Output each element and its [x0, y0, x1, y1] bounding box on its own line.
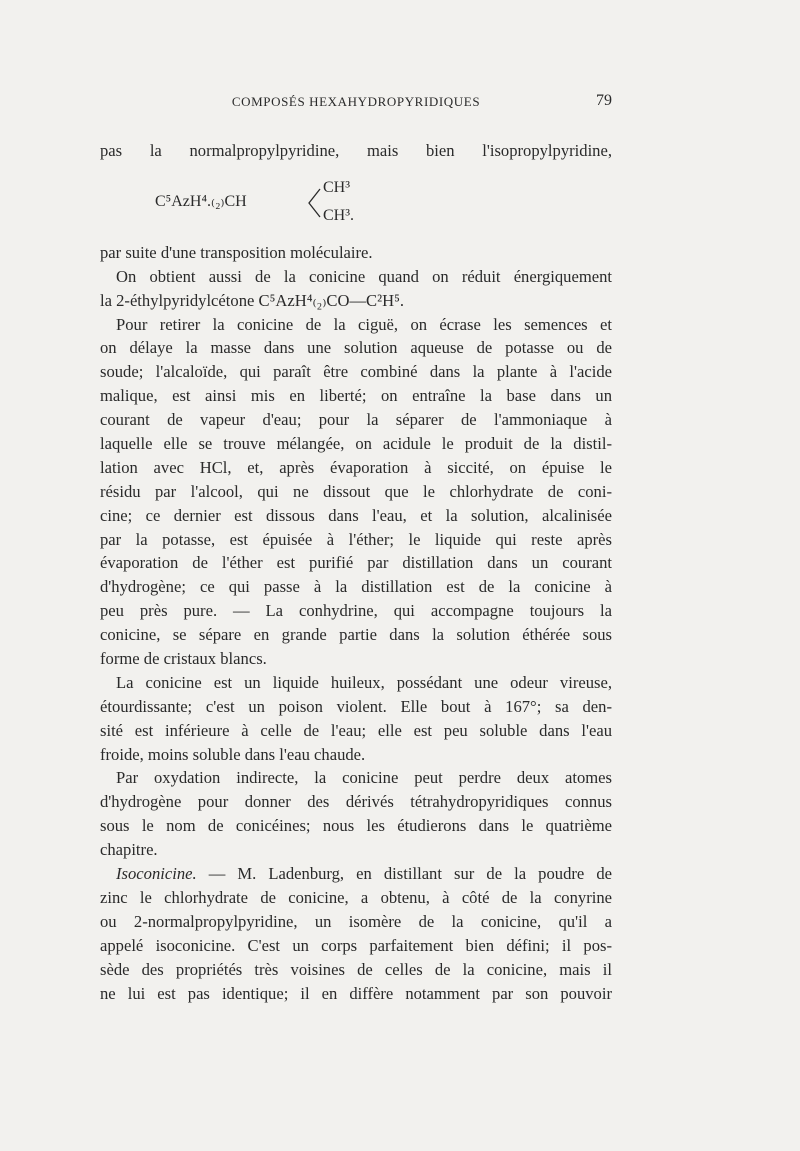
text-line: on délaye la masse dans une solution aqueuse de potasse ou de [100, 338, 612, 358]
text-line: peu près pure. — La conhydrine, qui accompagne toujours la [100, 601, 612, 621]
formula-top: CH³ [323, 178, 351, 196]
text-line: conicine, se sépare en grande partie dans la solution éthérée sous [100, 625, 612, 645]
text-line: sède des propriétés très voisines de celles de la conicine, mais il [100, 959, 612, 979]
text-line: lation avec HCl, et, après évaporation à siccité, on épuise le [100, 457, 612, 477]
text-line: d'hydrogène; ce qui passe à la distillation est de la conicine à [100, 577, 612, 597]
chemical-formula [100, 169, 612, 239]
text-line: d'hydrogène pour donner des dérivés tétrahydropyridiques connus [100, 792, 612, 812]
text-line: par la potasse, est épuisée à l'éther; le liquide qui reste après [100, 529, 612, 549]
page-number: 79 [596, 92, 612, 109]
text-line: chapitre. [100, 840, 158, 860]
text-line: par suite d'une transposition moléculaire. [100, 242, 373, 262]
branch-angle-icon [307, 186, 323, 220]
text-line: Pour retirer la conicine de la ciguë, on écrase les semences et [116, 314, 612, 334]
page-body [100, 139, 612, 1005]
text-line: forme de cristaux blancs. [100, 649, 267, 669]
text-line: étourdissante; c'est un poison violent. Elle bout à 167°; sa den- [100, 696, 612, 716]
text-line: laquelle elle se trouve mélangée, on acidule le produit de la distil- [100, 434, 612, 454]
text-line: ou 2-normalpropylpyridine, un isomère de la conicine, qu'il a [100, 911, 612, 931]
text-segment: — M. Ladenburg, en distillant sur de la poudre de [208, 864, 612, 884]
section-lead-italic: Isoconicine. [116, 864, 197, 884]
text-line: malique, est ainsi mis en liberté; on entraîne la base dans un [100, 386, 612, 406]
formula-left: C⁵AzH⁴.₍₂₎CH [155, 192, 247, 210]
text-line: résidu par l'alcool, qui ne dissout que le chlorhydrate de coni- [100, 481, 612, 501]
text-line: appelé isoconicine. C'est un corps parfaitement bien défini; il pos- [100, 935, 612, 955]
text-line: Par oxydation indirecte, la conicine peut perdre deux atomes [116, 768, 612, 788]
text-line: la 2-éthylpyridylcétone C⁵AzH⁴₍₂₎CO—C²H⁵. [100, 290, 405, 310]
text-line: La conicine est un liquide huileux, possédant une odeur vireuse, [116, 672, 612, 692]
text-line: On obtient aussi de la conicine quand on réduit énergiquement [116, 266, 612, 286]
text-line: courant de vapeur d'eau; pour la séparer de l'ammoniaque à [100, 410, 612, 430]
running-header [100, 94, 612, 114]
text-line: sité est inférieure à celle de l'eau; elle est peu soluble dans l'eau [100, 720, 612, 740]
formula-bottom: CH³. [323, 206, 355, 224]
text-line: soude; l'alcaloïde, qui paraît être combiné dans la plante à l'acide [100, 362, 612, 382]
text-line: cine; ce dernier est dissous dans l'eau, et la solution, alcalinisée [100, 505, 612, 525]
text-line: ne lui est pas identique; il en diffère notamment par son pouvoir [100, 983, 612, 1003]
text-line: pas la normalpropylpyridine, mais bien l'isopropylpyridine, [100, 141, 612, 160]
text-line: froide, moins soluble dans l'eau chaude. [100, 744, 366, 764]
text-line: évaporation de l'éther est purifié par distillation dans un courant [100, 553, 612, 573]
text-line: zinc le chlorhydrate de conicine, a obtenu, à côté de la conyrine [100, 887, 612, 907]
text-line: sous le nom de conicéines; nous les étudierons dans le quatrième [100, 816, 612, 836]
header-title: COMPOSÉS HEXAHYDROPYRIDIQUES [231, 94, 481, 109]
text-line-isoconicine [100, 862, 612, 886]
